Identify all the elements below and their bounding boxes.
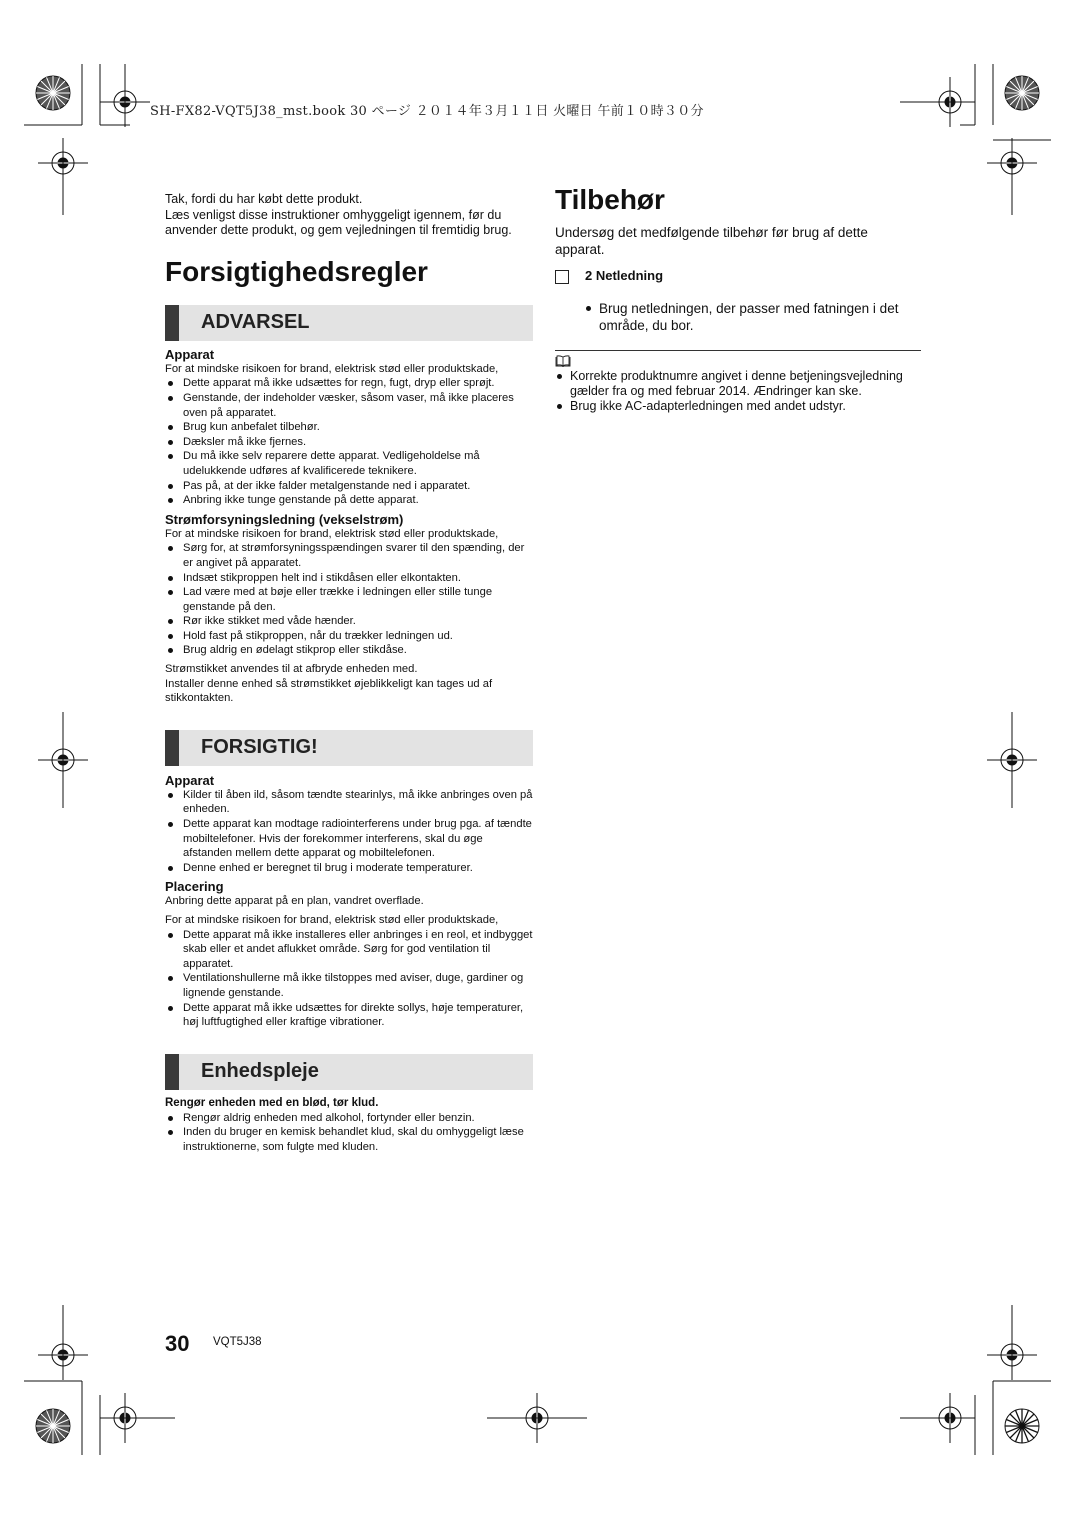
accessory-item [555,268,921,288]
subheading-cleaning: Rengør enheden med en blød, tør klud. [165,1096,379,1109]
divider [555,350,921,351]
advarsel-apparat [165,347,533,508]
notes-list [555,369,921,415]
bullet-list [165,1111,533,1155]
list-item: Rengør aldrig enheden med alkohol, fortynder eller benzin. [165,1111,533,1126]
section-heading-enhedspleje: Enhedspleje [201,1059,319,1082]
checkbox-icon [555,270,569,284]
list-item: Denne enhed er beregnet til brug i moderate temperaturer. [165,861,533,876]
list-item: Pas på, at der ikke falder metalgenstande ned i apparatet. [165,479,533,494]
list-item: Dette apparat kan modtage radiointerferens under brug pga. af tændte mobiltelefoner. Hvis der forekommer interferens, skal du øge afstanden mellem dette apparat og mobiltelefonen. [165,817,533,861]
list-item: Dette apparat må ikke udsættes for regn, fugt, dryp eller sprøjt. [165,376,533,391]
lead-text: For at mindske risikoen for brand, elektrisk stød eller produktskade, [165,362,499,375]
bullet-list [165,376,533,507]
list-item: Dette apparat må ikke udsættes for direkte sollys, høje temperaturer, høj luftfugtighed eller kraftige vibrationer. [165,1001,533,1030]
list-item: Brug aldrig en ødelagt stikprop eller stikdåse. [165,643,533,658]
list-item: Genstande, der indeholder væsker, såsom vaser, må ikke placeres oven på apparatet. [165,391,533,420]
section-bar-advarsel [165,305,533,341]
bullet-list [165,788,533,876]
list-item: Rør ikke stikket med våde hænder. [165,614,533,629]
list-item: Ventilationshullerne må ikke tilstoppes med aviser, duge, gardiner og lignende genstande. [165,971,533,1000]
list-item: Indsæt stikproppen helt ind i stikdåsen eller elkontakten. [165,571,533,586]
model-code: VQT5J38 [213,1336,262,1348]
subheading-apparat: Apparat [165,346,215,362]
section-bar-forsigtig [165,730,533,766]
list-item: Dæksler må ikke fjernes. [165,435,533,450]
enhedspleje-content [165,1096,533,1155]
left-column [165,192,533,1155]
lead-text: For at mindske risikoen for brand, elektrisk stød eller produktskade, [165,527,499,540]
bullet-list [165,541,533,658]
power-note-install: Installer denne enhed så strømstikket øjeblikkeligt kan tages ud af stikkontakten. [165,677,493,705]
list-item: Brug netledningen, der passer med fatningen i det område, du bor. [599,300,921,334]
power-note-disconnect: Strømstikket anvendes til at afbryde enheden med. [165,663,418,676]
forsigtig-apparat [165,773,533,876]
list-item: Kilder til åben ild, såsom tændte stearinlys, må ikke anbringes oven på enheden. [165,788,533,817]
print-job-header: SH-FX82-VQT5J38_mst.book 30 ページ ２０１４年３月１１日 火曜日 午前１０時３０分 [150,104,704,119]
page-title: Forsigtighedsregler [165,255,428,287]
page-number: 30 [165,1331,190,1356]
section-heading-forsigtig: FORSIGTIG! [201,735,318,758]
intro-read: Læs venligst disse instruktioner omhyggeligt igennem, før du anvender dette produkt, og gem vejledningen til fremtidig brug. [165,207,512,238]
advarsel-power [165,512,533,706]
list-item: Brug ikke AC-adapterledningen med andet udstyr. [570,399,921,414]
list-item: Dette apparat må ikke installeres eller anbringes i en reol, et indbygget skab eller et andet aflukket område. Sørg for god ventilation til apparatet. [165,928,533,972]
accessories-description: Undersøg det medfølgende tilbehør før brug af dette apparat. [555,225,868,257]
accessories-title: Tilbehør [555,184,665,215]
right-column [555,180,921,415]
subheading-placering: Placering [165,879,224,895]
subheading-apparat: Apparat [165,772,215,788]
placering-line: Anbring dette apparat på en plan, vandret overflade. [165,895,424,908]
section-bar-enhedspleje [165,1054,533,1090]
list-item: Hold fast på stikproppen, når du trækker ledningen ud. [165,629,533,644]
section-heading-advarsel: ADVARSEL [201,310,310,333]
list-item: Du må ikke selv reparere dette apparat. Vedligeholdelse må udelukkende udføres af kvalificerede teknikere. [165,449,533,478]
list-item: Korrekte produktnumre angivet i denne betjeningsvejledning gælder fra og med februar 2014. Ændringer kan ske. [570,369,921,399]
list-item: Brug kun anbefalet tilbehør. [165,420,533,435]
book-icon [555,355,571,367]
accessory-label: 2 Netledning [585,268,664,283]
intro-thanks: Tak, fordi du har købt dette produkt. [165,192,363,206]
bullet-list [555,300,921,334]
bullet-list [165,928,533,1030]
forsigtig-placering [165,879,533,1029]
list-item: Sørg for, at strømforsyningsspændingen svarer til den spænding, der er angivet på apparatet. [165,541,533,570]
list-item: Anbring ikke tunge genstande på dette apparat. [165,493,533,508]
subheading-power-cord: Strømforsyningsledning (vekselstrøm) [165,511,404,527]
list-item: Inden du bruger en kemisk behandlet klud, skal du omhyggeligt læse instruktionerne, som fulgte med kluden. [165,1125,533,1154]
list-item: Lad være med at bøje eller trække i ledningen eller stille tunge genstande på den. [165,585,533,614]
lead-text: For at mindske risikoen for brand, elektrisk stød eller produktskade, [165,914,499,926]
